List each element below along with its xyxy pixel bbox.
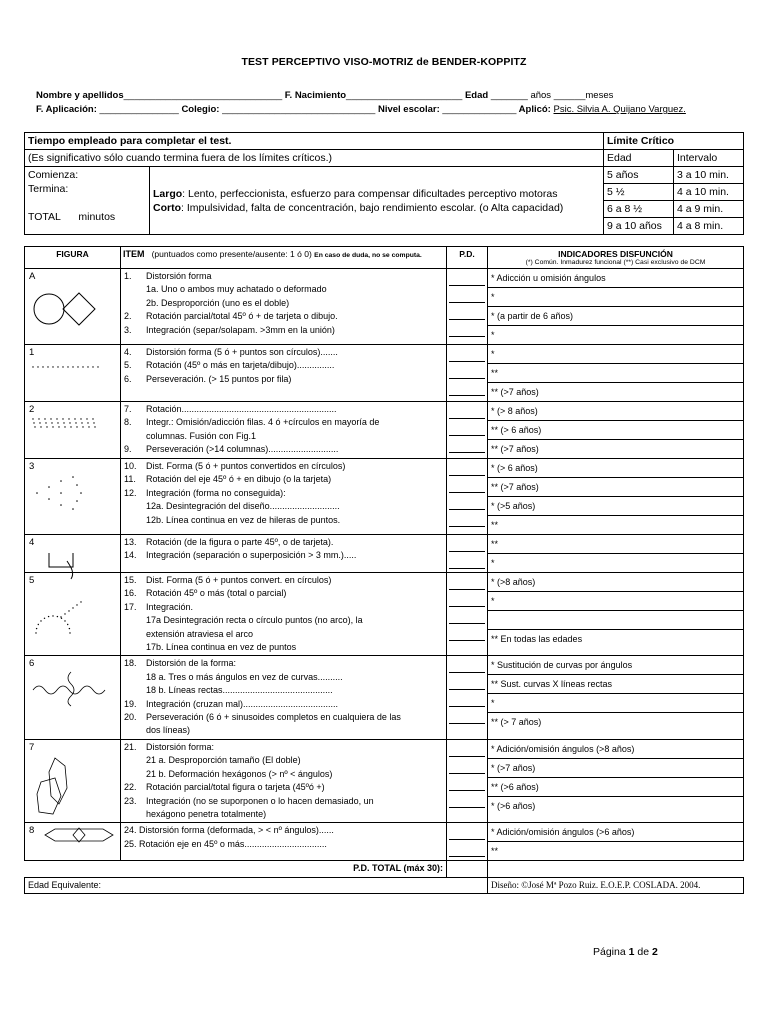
years-label: años <box>530 90 552 101</box>
item-line: 12b. Línea continua en vez de hileras de puntos. <box>146 514 341 525</box>
item-header-label: ITEM <box>123 249 145 259</box>
indicator-row: * Adición/omisión ángulos (>8 años) <box>488 740 743 759</box>
indicator-row <box>488 611 743 630</box>
item-line: 13. Rotación (de la figura o parte 45º, o de tarjeta). <box>124 537 334 547</box>
pd-score-box[interactable] <box>449 607 485 624</box>
item-line: 7. Rotación.............................................................. <box>124 404 337 414</box>
pd-score-box[interactable] <box>449 436 485 453</box>
pd-score-box[interactable] <box>449 690 485 707</box>
item-line: 11. Rotación del eje 45º ó + en dibujo (o la tarjeta) <box>124 474 332 485</box>
item-cell <box>121 739 447 822</box>
indicators-cell <box>488 656 744 739</box>
pd-score-cell[interactable] <box>447 573 488 656</box>
item-line: 24. Distorsión forma (deformada, > < nº ángulos)...... <box>124 825 334 836</box>
pd-score-box[interactable] <box>449 493 485 510</box>
item-cell <box>121 823 447 861</box>
months-field[interactable]: ______ <box>553 90 586 101</box>
application-date-label: F. Aplicación: <box>36 104 97 115</box>
indicators-cell <box>488 402 744 459</box>
pd-score-box[interactable] <box>449 419 485 436</box>
item-line: 19. Integración (cruzan mal)...................................... <box>124 698 339 709</box>
indicator-row: ** (> 7 años) <box>491 717 542 728</box>
figure-label: A <box>29 271 36 282</box>
pd-col-header: P.D. <box>447 247 488 269</box>
figure-row <box>25 739 744 822</box>
applied-by-label: Aplicó: <box>518 104 551 115</box>
item-line: 1a. Uno o ambos muy achatado o deformado <box>146 284 327 295</box>
figure-row <box>25 656 744 739</box>
bender-figure-drawing <box>39 825 119 849</box>
interval-col-header: Intervalo <box>674 150 744 167</box>
figure-label: 6 <box>29 658 35 670</box>
item-cell <box>121 345 447 402</box>
indicator-row: ** (>6 años) <box>488 778 743 797</box>
figure-label: 2 <box>29 404 35 415</box>
limit-age: 5 años <box>604 167 674 184</box>
indicator-row: * (> 6 años) <box>488 459 743 478</box>
indicator-row: ** (>7 años) <box>491 387 539 397</box>
figure-row <box>25 345 744 402</box>
item-line: 18 a. Tres o más ángulos en vez de curvas.......... <box>146 671 343 682</box>
critical-limit-heading: Límite Crítico <box>604 133 744 150</box>
indicators-cell <box>488 739 744 822</box>
largo-label: Largo <box>153 187 183 200</box>
pd-score-box[interactable] <box>449 624 485 641</box>
pd-score-box[interactable] <box>449 402 485 419</box>
item-header-note: (puntuados como presente/ausente: 1 ó 0) <box>151 249 312 259</box>
figure-label: 5 <box>29 575 35 586</box>
applied-by-value: Psic. Silvia A. Quijano Varguez. <box>553 104 686 115</box>
indicator-row: ** (> 6 años) <box>488 421 743 440</box>
pd-score-box[interactable] <box>449 535 485 552</box>
indicators-cell <box>488 269 744 345</box>
indicator-row: * <box>488 345 743 364</box>
birth-label: F. Nacimiento <box>284 90 347 101</box>
item-line: dos líneas) <box>146 725 191 736</box>
limit-age: 6 a 8 ½ <box>604 201 674 218</box>
pd-score-box[interactable] <box>449 774 485 791</box>
pd-score-box[interactable] <box>449 791 485 808</box>
item-line: 9. Perseveración (>14 columnas)............................ <box>124 444 339 455</box>
birth-field[interactable]: ______________________ <box>346 90 463 101</box>
indicator-row: * (>7 años) <box>488 759 743 778</box>
corto-label: Corto <box>153 201 181 214</box>
figure-cell <box>25 459 121 535</box>
indicators-cell <box>488 459 744 535</box>
item-header-small: En caso de duda, no se computa. <box>314 252 422 259</box>
pd-score-cell[interactable] <box>447 459 488 535</box>
equivalent-age-label: Edad Equivalente: <box>25 877 488 893</box>
indicator-row: * (>5 años) <box>488 497 743 516</box>
name-label: Nombre y apellidos <box>36 90 124 101</box>
total-label: P.D. TOTAL (máx 30): <box>25 861 447 877</box>
limit-age: 5 ½ <box>604 184 674 201</box>
figure-label: 7 <box>29 741 35 753</box>
indicator-row: * Sustitución de curvas por ángulos <box>488 656 743 675</box>
figure-row <box>25 269 744 345</box>
bender-figure-drawing <box>31 585 111 649</box>
indicator-row: * Adicción u omisión ángulos <box>488 269 743 288</box>
corto-text: : Impulsividad, falta de concentración, bajo rendimiento escolar. (o Alta capacidad) <box>181 201 564 214</box>
indicator-row: * <box>491 330 495 340</box>
bender-figure-drawing <box>31 414 111 438</box>
figure-label: 4 <box>29 537 35 548</box>
pd-score-box[interactable] <box>449 590 485 607</box>
figure-label: 1 <box>29 347 35 358</box>
student-info-line-2 <box>36 104 686 115</box>
item-cell <box>121 535 447 573</box>
time-heading: Tiempo empleado para completar el test. <box>25 133 604 150</box>
item-line: 23. Integración (no se suporponen o lo hacen demasiado, un <box>124 795 374 806</box>
item-line: 15. Dist. Forma (5 ó + puntos convert. en círculos) <box>124 575 332 585</box>
pd-score-box[interactable] <box>449 459 485 476</box>
document-title: TEST PERCEPTIVO VISO-MOTRIZ de BENDER-KOPPITZ <box>241 56 527 68</box>
item-line: extensión atraviesa el arco <box>146 628 254 639</box>
indicators-col-header <box>488 247 744 269</box>
time-note: (Es significativo sólo cuando termina fuera de los límites críticos.) <box>25 150 604 167</box>
indicator-row: ** (>7 años) <box>491 444 539 454</box>
school-level-field[interactable]: ______________ <box>442 104 517 115</box>
indicators-header-label: INDICADORES DISFUNCIÓN <box>558 249 673 259</box>
figure-cell <box>25 823 121 861</box>
age-field[interactable]: _______ <box>490 90 528 101</box>
figure-cell <box>25 269 121 345</box>
figure-row <box>25 535 744 573</box>
item-line: 21 b. Deformación hexágonos (> nº < ángulos) <box>146 768 333 779</box>
pd-score-box[interactable] <box>449 510 485 527</box>
item-line: 21 a. Desproporción tamaño (El doble) <box>146 755 301 766</box>
item-line: 2. Rotación parcial/total 45º ó + de tarjeta o dibujo. <box>124 311 338 322</box>
pd-score-cell[interactable] <box>447 269 488 345</box>
starts-label: Comienza: <box>28 169 79 181</box>
item-cell <box>121 656 447 739</box>
indicator-row: ** En todas las edades <box>491 634 583 644</box>
pd-score-box[interactable] <box>449 673 485 690</box>
age-col-header: Edad <box>604 150 674 167</box>
item-line: 21. Distorsión forma: <box>124 741 215 752</box>
bender-figure-drawing <box>31 471 111 515</box>
item-line: 16. Rotación 45º o más (total o parcial) <box>124 588 287 599</box>
school-label: Colegio: <box>181 104 220 115</box>
limit-age: 9 a 10 años <box>604 218 674 235</box>
item-line: 17. Integración. <box>124 601 194 612</box>
pd-score-cell[interactable] <box>447 823 488 861</box>
indicator-row: * (>8 años) <box>488 573 743 592</box>
figure-cell <box>25 573 121 656</box>
figure-label: 8 <box>29 825 35 837</box>
item-line: 22. Rotación parcial/total figura o tarjeta (45ºó +) <box>124 782 325 793</box>
pd-score-box[interactable] <box>449 476 485 493</box>
pd-score-box[interactable] <box>449 269 485 286</box>
indicators-header-sub: (*) Común. Inmadurez funcional (**) Casi exclusivo de DCM <box>525 259 706 266</box>
item-line: 18. Distorsión de la forma: <box>124 658 237 669</box>
bender-figure-drawing <box>31 279 111 337</box>
application-date-field[interactable]: _______________ <box>99 104 179 115</box>
pd-score-box[interactable] <box>449 823 485 840</box>
pd-score-box[interactable] <box>449 320 485 337</box>
item-line: 18 b. Líneas rectas............................................ <box>146 685 333 696</box>
item-cell <box>121 402 447 459</box>
item-cell <box>121 573 447 656</box>
pd-score-cell[interactable] <box>447 535 488 573</box>
pd-score-box[interactable] <box>449 707 485 724</box>
figure-cell <box>25 739 121 822</box>
figure-label: 3 <box>29 461 35 472</box>
indicator-row: * <box>488 592 743 611</box>
page-number: Página 1 de 2 <box>593 946 658 958</box>
indicator-row: * Adición/omisión ángulos (>6 años) <box>488 823 743 842</box>
item-line: 14. Integración (separación o superposición > 3 mm.)..... <box>124 550 357 561</box>
school-level-label: Nivel escolar: <box>377 104 440 115</box>
item-line: 6. Perseveración. (> 15 puntos por fila) <box>124 373 292 384</box>
pd-score-box[interactable] <box>449 740 485 757</box>
item-line: 4. Distorsión forma (5 ó + puntos son círculos)....... <box>124 347 338 357</box>
figure-cell <box>25 656 121 739</box>
item-line: 10. Dist. Forma (5 ó + puntos convertidos en círculos) <box>124 461 346 471</box>
indicator-row: * <box>488 694 743 713</box>
pd-score-cell[interactable] <box>447 739 488 822</box>
largo-text: : Lento, perfeccionista, esfuerzo para compensar dificultades perceptivo motoras <box>182 187 558 200</box>
total-score-field[interactable] <box>447 861 488 877</box>
bender-figure-drawing <box>31 357 111 381</box>
item-line: 25. Rotación eje en 45º o más................................. <box>124 838 327 849</box>
item-line: 8. Integr.: Omisión/adicción filas. 4 ó +círculos en mayoría de <box>124 417 380 428</box>
indicators-cell <box>488 573 744 656</box>
item-line: 5. Rotación (45º o más en tarjeta/dibujo)............... <box>124 360 335 371</box>
pd-score-box[interactable] <box>449 573 485 590</box>
limit-interval: 4 a 8 min. <box>674 218 744 235</box>
pd-score-box[interactable] <box>449 757 485 774</box>
months-label: meses <box>585 90 614 101</box>
indicators-cell <box>488 345 744 402</box>
pd-score-box[interactable] <box>449 656 485 673</box>
item-line: 12a. Desintegración del diseño............................ <box>146 501 340 512</box>
pd-score-box[interactable] <box>449 552 485 569</box>
indicators-cell <box>488 823 744 861</box>
item-line: 12. Integración (forma no conseguida): <box>124 487 286 498</box>
school-field[interactable]: _____________________________ <box>222 104 376 115</box>
item-line: columnas. Fusión con Fig.1 <box>146 430 257 441</box>
figure-col-header: FIGURA <box>25 247 121 269</box>
bender-figure-drawing <box>31 668 111 712</box>
item-cell <box>121 459 447 535</box>
design-credit: Diseño: ©José Mª Pozo Ruiz. E.O.E.P. COSLADA. 2004. <box>488 877 744 893</box>
pd-score-box[interactable] <box>449 362 485 379</box>
indicator-row: * (>6 años) <box>491 800 536 811</box>
student-info-line-1 <box>36 90 613 101</box>
figure-row <box>25 823 744 861</box>
item-cell <box>121 269 447 345</box>
scoring-table <box>24 246 744 894</box>
age-label: Edad <box>464 90 489 101</box>
indicator-row: * (a partir de 6 años) <box>488 307 743 326</box>
pd-score-box[interactable] <box>449 345 485 362</box>
item-line: 1. Distorsión forma <box>124 271 212 281</box>
pd-score-box[interactable] <box>449 286 485 303</box>
figure-cell <box>25 345 121 402</box>
indicator-row: ** Sust. curvas X líneas rectas <box>488 675 743 694</box>
pd-score-cell[interactable] <box>447 402 488 459</box>
limit-interval: 4 a 9 min. <box>674 201 744 218</box>
indicator-row: * (> 8 años) <box>488 402 743 421</box>
item-line: 2b. Desproporción (uno es el doble) <box>146 297 290 308</box>
indicator-row: ** <box>491 520 499 530</box>
item-line: 17a Desintegración recta o círculo puntos (no arco), la <box>146 615 363 626</box>
figure-row <box>25 573 744 656</box>
indicators-cell <box>488 535 744 573</box>
indicator-row: ** <box>488 364 743 383</box>
indicator-row: ** <box>491 846 499 857</box>
time-table <box>24 132 744 235</box>
limit-interval: 3 a 10 min. <box>674 167 744 184</box>
limit-interval: 4 a 10 min. <box>674 184 744 201</box>
minutes-label: minutos <box>78 211 116 223</box>
pd-score-box[interactable] <box>449 303 485 320</box>
pd-score-box[interactable] <box>449 840 485 857</box>
indicator-row: ** <box>488 535 743 554</box>
time-record-cell[interactable] <box>25 167 150 235</box>
figure-row <box>25 459 744 535</box>
time-interpretation-cell <box>150 167 604 235</box>
figure-row <box>25 402 744 459</box>
indicator-row: * <box>491 558 495 568</box>
ends-label: Termina: <box>28 183 69 195</box>
item-col-header <box>121 247 447 269</box>
item-line: 20. Perseveración (6 ó + sinusoides completos en cualquiera de las <box>124 712 401 723</box>
item-line: hexágono penetra totalmente) <box>146 808 267 819</box>
item-line: 17b. Línea continua en vez de puntos <box>146 642 297 653</box>
pd-score-cell[interactable] <box>447 656 488 739</box>
indicator-row: * <box>488 288 743 307</box>
pd-score-cell[interactable] <box>447 345 488 402</box>
pd-score-box[interactable] <box>449 379 485 396</box>
figure-cell <box>25 535 121 573</box>
indicator-row: ** (>7 años) <box>488 478 743 497</box>
total-label: TOTAL <box>28 211 61 223</box>
item-line: 3. Integración (separ/solapam. >3mm en la unión) <box>124 324 335 335</box>
bender-figure-drawing <box>31 752 111 826</box>
figure-cell <box>25 402 121 459</box>
name-field[interactable]: ______________________________ <box>123 90 283 101</box>
